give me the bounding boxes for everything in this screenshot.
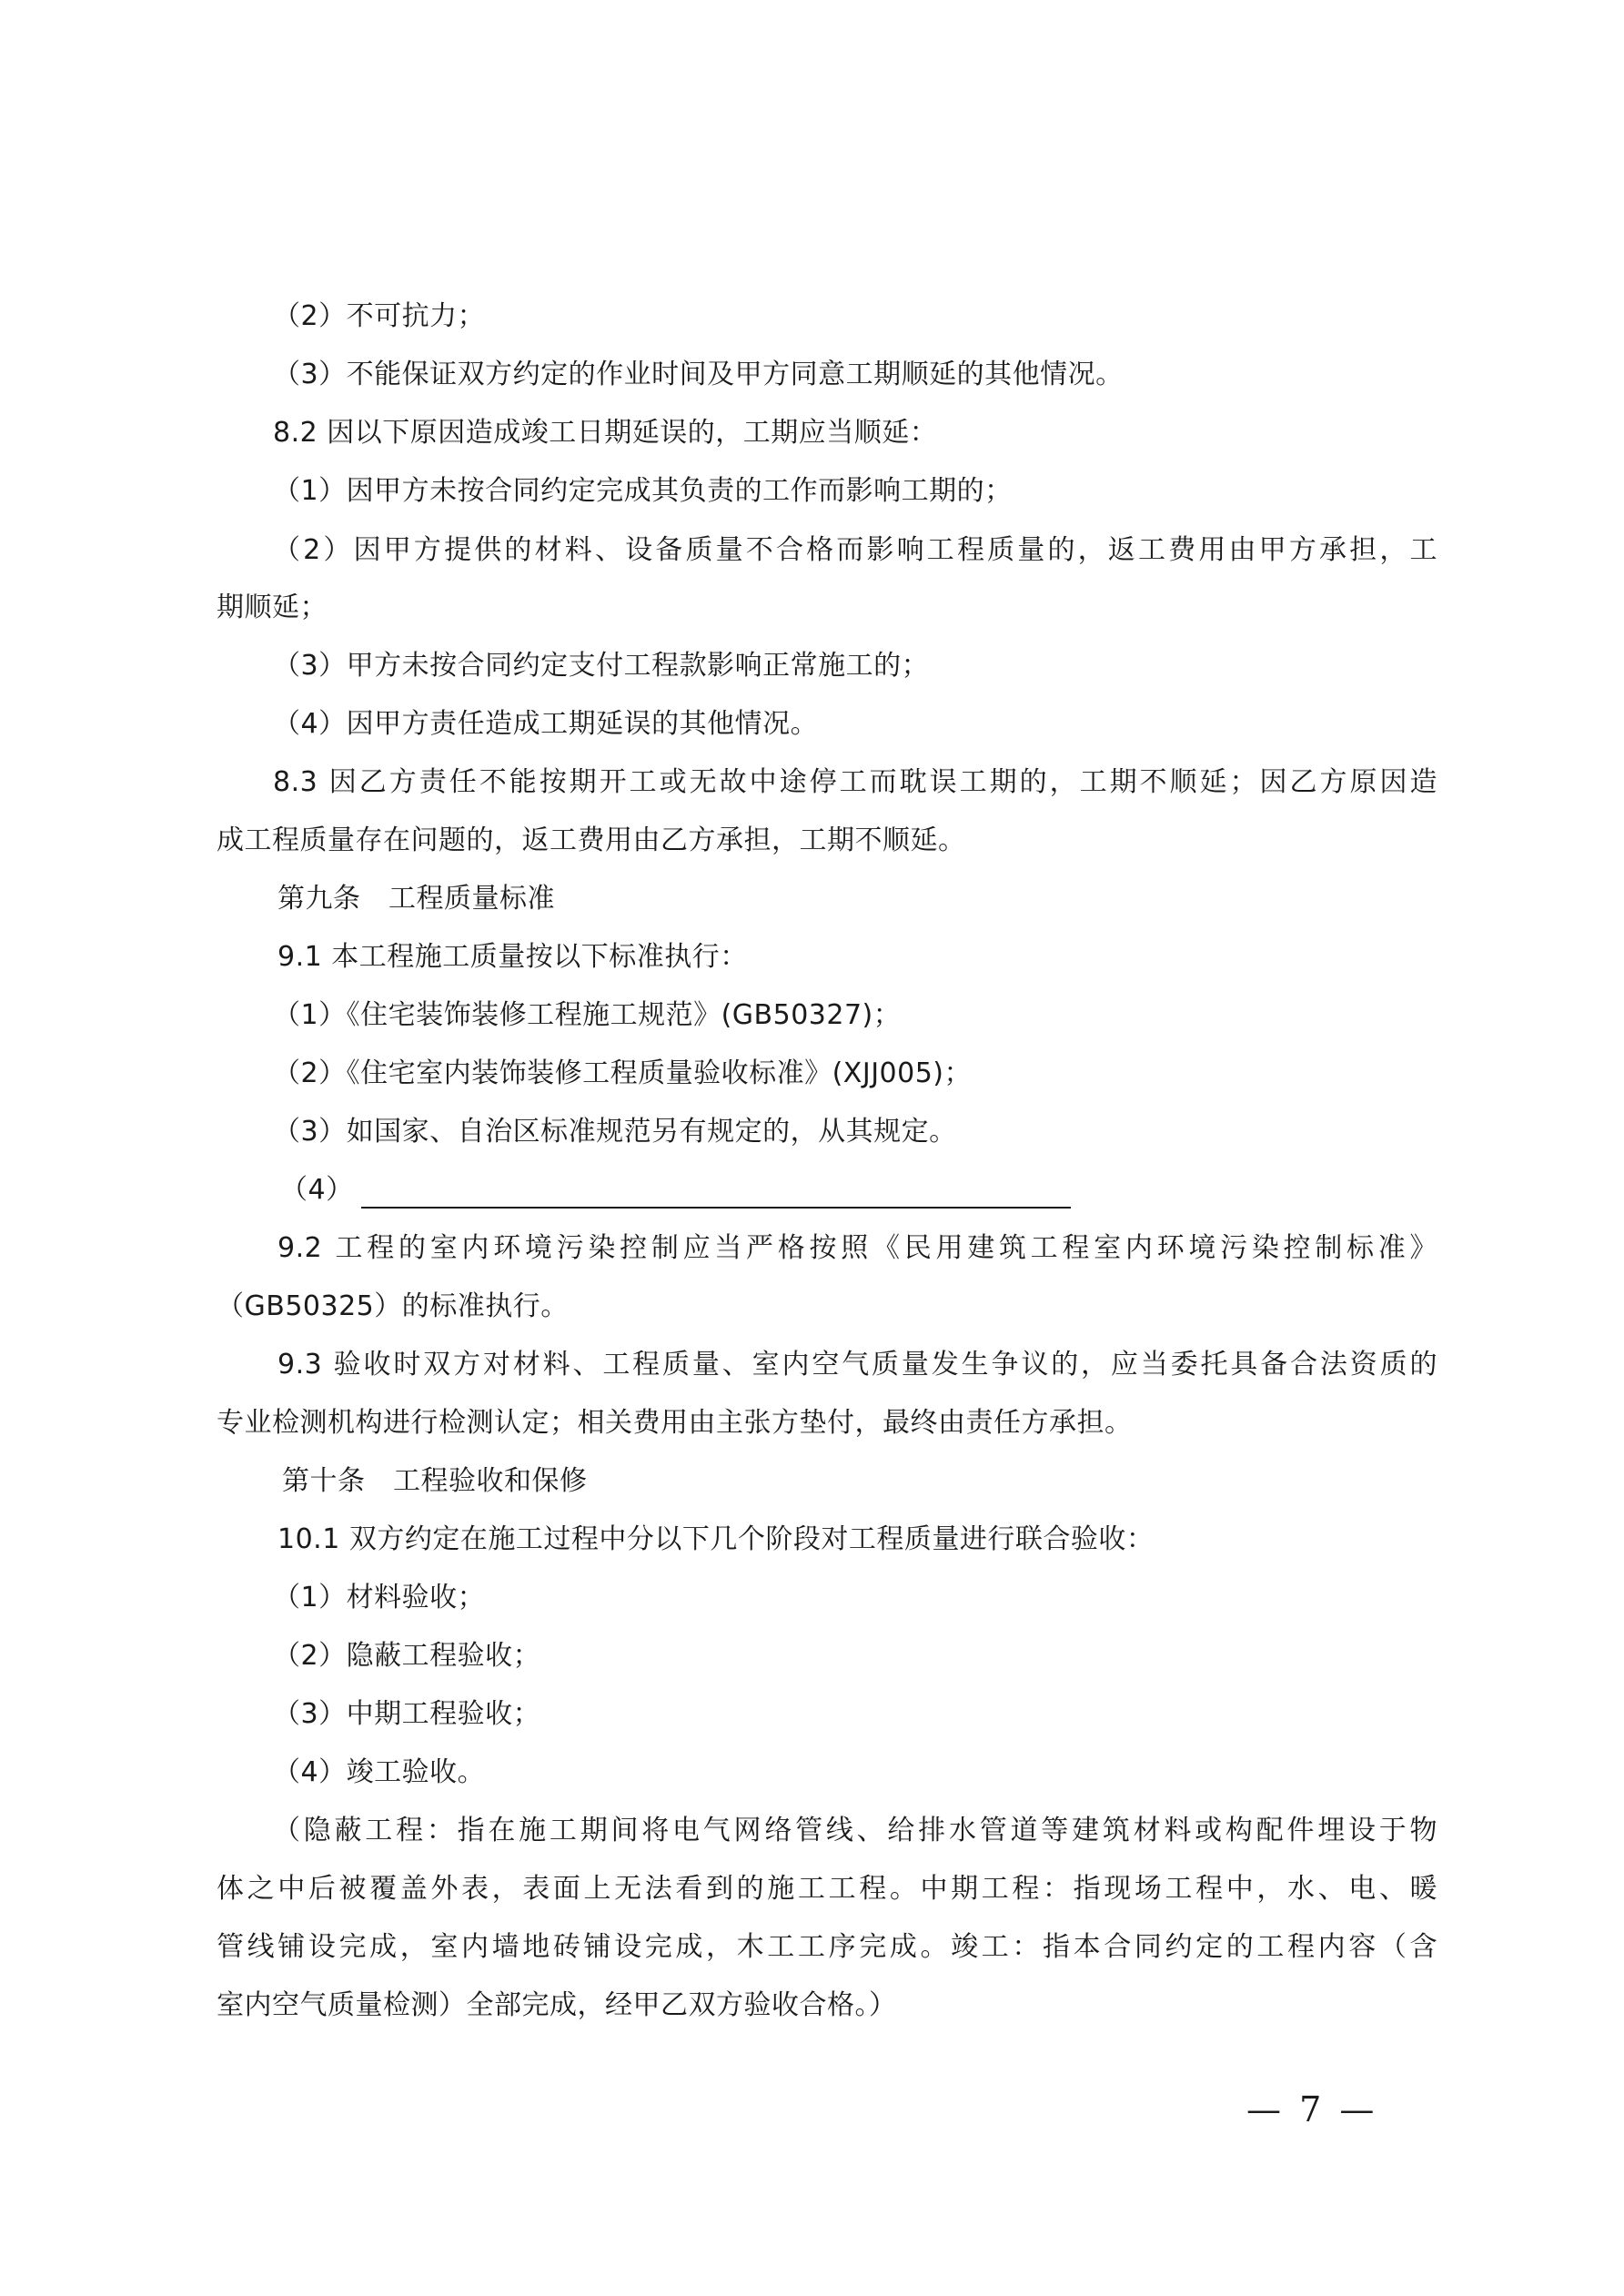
section-heading: 第十条 工程验收和保修 — [282, 1465, 588, 1497]
fill-in-label: （4） — [280, 1174, 354, 1206]
text-line: 9.2 工程的室内环境污染控制应当严格按照《民用建筑工程室内环境污染控制标准》 — [277, 1232, 1437, 1264]
text-line: 8.3 因乙方责任不能按期开工或无故中途停工而耽误工期的，工期不顺延；因乙方原因造 — [273, 766, 1437, 798]
text-line: 8.2 因以下原因造成竣工日期延误的，工期应当顺延： — [273, 417, 938, 449]
text-line: 管线铺设完成，室内墙地砖铺设完成，木工工序完成。竣工：指本合同约定的工程内容（含 — [217, 1931, 1437, 1963]
fill-in-line — [280, 1172, 1071, 1209]
text-line: （GB50325）的标准执行。 — [217, 1290, 569, 1322]
text-line: （3）不能保证双方约定的作业时间及甲方同意工期顺延的其他情况。 — [273, 359, 1124, 390]
text-line: （2）《住宅室内装饰装修工程质量验收标准》(XJJ005)； — [273, 1057, 973, 1089]
text-line: 成工程质量存在问题的，返工费用由乙方承担，工期不顺延。 — [217, 824, 966, 856]
text-line: （2）因甲方提供的材料、设备质量不合格而影响工程质量的，返工费用由甲方承担，工 — [273, 534, 1437, 566]
fill-in-blank — [361, 1178, 1071, 1209]
section-heading: 第九条 工程质量标准 — [277, 883, 555, 915]
text-line: （4）竣工验收。 — [273, 1756, 486, 1788]
text-line: （隐蔽工程：指在施工期间将电气网络管线、给排水管道等建筑材料或构配件埋设于物 — [273, 1815, 1437, 1846]
text-line: （3）中期工程验收； — [273, 1698, 541, 1730]
text-line: （1）《住宅装饰装修工程施工规范》(GB50327)； — [273, 999, 902, 1031]
page-number: — 7 — — [1246, 2089, 1378, 2129]
text-line: （1）因甲方未按合同约定完成其负责的工作而影响工期的； — [273, 475, 1013, 507]
text-line: 专业检测机构进行检测认定；相关费用由主张方垫付，最终由责任方承担。 — [217, 1407, 1133, 1439]
text-line: 10.1 双方约定在施工过程中分以下几个阶段对工程质量进行联合验收： — [277, 1523, 1155, 1555]
text-line: （2）不可抗力； — [273, 300, 486, 332]
text-line: 9.1 本工程施工质量按以下标准执行： — [277, 941, 748, 973]
text-line: 期顺延； — [217, 592, 328, 623]
text-line: （3）如国家、自治区标准规范另有规定的，从其规定。 — [273, 1116, 957, 1148]
text-line: （1）材料验收； — [273, 1582, 486, 1613]
text-line: （4）因甲方责任造成工期延误的其他情况。 — [273, 708, 819, 740]
text-line: （2）隐蔽工程验收； — [273, 1640, 541, 1672]
text-line: 9.3 验收时双方对材料、工程质量、室内空气质量发生争议的，应当委托具备合法资质的 — [277, 1349, 1437, 1381]
text-line: 室内空气质量检测）全部完成，经甲乙双方验收合格。） — [217, 1989, 897, 2021]
text-line: （3）甲方未按合同约定支付工程款影响正常施工的； — [273, 650, 930, 682]
text-line: 体之中后被覆盖外表，表面上无法看到的施工工程。中期工程：指现场工程中，水、电、暖 — [217, 1873, 1437, 1905]
